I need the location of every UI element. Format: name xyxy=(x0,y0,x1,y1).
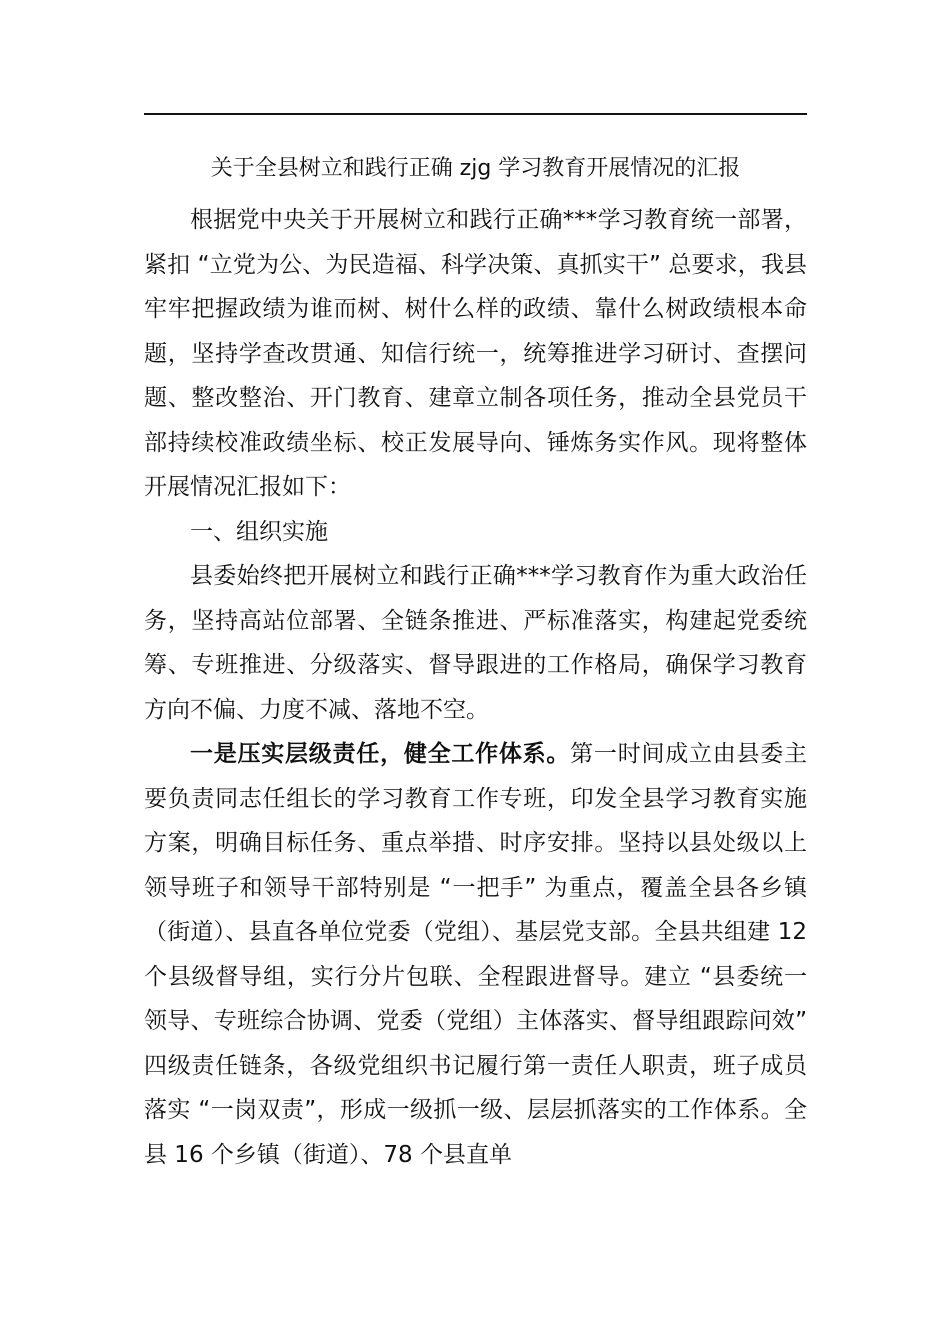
document-title: 关于全县树立和践行正确 zjg 学习教育开展情况的汇报 xyxy=(210,156,741,181)
section-heading-text: 一、组织实施 xyxy=(190,518,328,545)
paragraph-lead: 一是压实层级责任，健全工作体系。 xyxy=(190,741,571,767)
paragraph-point-one xyxy=(144,732,807,1177)
paragraph-intro xyxy=(144,198,807,510)
document-body xyxy=(144,198,807,1177)
section-heading xyxy=(144,510,807,555)
paragraph-text: 根据党中央关于开展树立和践行正确***学习教育统一部署，紧扣 “立党为公、为民造福、科学决策、真抓实干” 总要求，我县牢牢把握政绩为谁而树、树什么样的政绩、靠什么树政绩根本命题，坚持学查改贯通、知信行统一，统筹推进学习研讨、查摆问题、整改整治、开门教育、建章立制各项任务，推动全县党员干部持续校准政绩坐标、校正发展导向、锤炼务实作风。现将整体开展情况汇报如下： xyxy=(144,207,807,500)
paragraph-text: 第一时间成立由县委主要负责同志任组长的学习教育工作专班，印发全县学习教育实施方案，明确目标任务、重点举措、时序安排。坚持以县处级以上领导班子和领导干部特别是 “一把手” 为重点，覆盖全县各乡镇（街道）、县直各单位党委（党组）、基层党支部。全县共组建 12 个县级督导组，实行分片包联、全程跟进督导。建立 “县委统一领导、专班综合协调、党委（党组）主体落实、督导组跟踪问效” 四级责任链条，各级党组织书记履行第一责任人职责，班子成员落实 “一岗双责”，形成一级抓一级、层层抓落实的工作体系。全县 16 个乡镇（街道）、78 个县直单 xyxy=(144,741,808,1168)
header-rule xyxy=(144,113,807,115)
paragraph-text: 县委始终把开展树立和践行正确***学习教育作为重大政治任务，坚持高站位部署、全链条推进、严标准落实，构建起党委统筹、专班推进、分级落实、督导跟进的工作格局，确保学习教育方向不偏、力度不减、落地不空。 xyxy=(144,563,807,723)
paragraph-section-intro xyxy=(144,554,807,732)
